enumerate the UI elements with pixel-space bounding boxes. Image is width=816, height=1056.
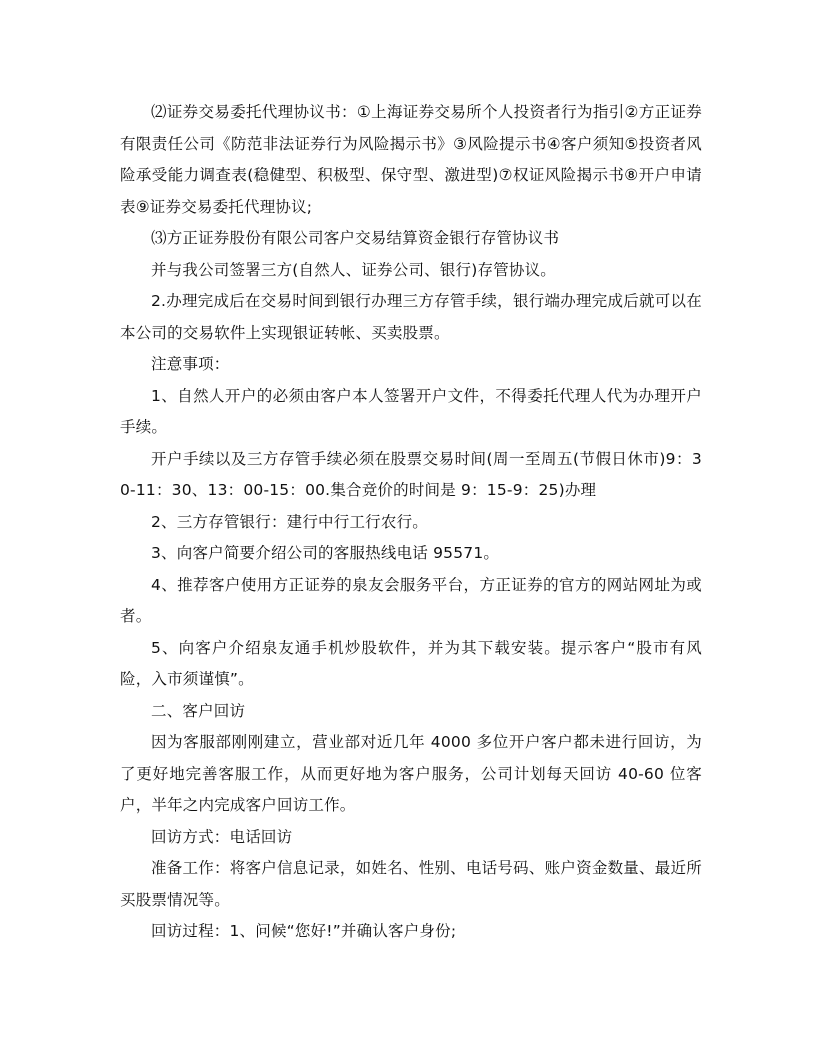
paragraph-visit-background: 因为客服部刚刚建立，营业部对近几年 4000 多位开户客户都未进行回访，为了更好地完善客服工作，从而更好地为客户服务，公司计划每天回访 40-60 位客户，半年之内完成客户回访工作。 (120, 733, 702, 814)
paragraph-note-4: 4、推荐客户使用方正证券的泉友会服务平台，方正证券的官方的网站网址为或者。 (120, 575, 702, 625)
paragraph-agreement-list: ⑵证券交易委托代理协议书：①上海证券交易所个人投资者行为指引②方正证券有限责任公司《防范非法证券行为风险揭示书》③风险提示书④客户须知⑤投资者风险承受能力调查表(稳健型、积极型、保守型、激进型)⑦权证风险揭示书⑧开户申请表⑨证券交易委托代理协议; (120, 103, 702, 216)
paragraph-note-3: 3、向客户简要介绍公司的客服热线电话 95571。 (151, 544, 500, 562)
paragraph-bank-custody-procedure: 2.办理完成后在交易时间到银行办理三方存管手续，银行端办理完成后就可以在本公司的交易软件上实现银证转帐、买卖股票。 (120, 292, 702, 342)
paragraph-note-5: 5、向客户介绍泉友通手机炒股软件，并为其下载安装。提示客户“股市有风险，入市须谨慎”。 (120, 638, 702, 688)
paragraph-tripartite-agreement: 并与我公司签署三方(自然人、证券公司、银行)存管协议。 (151, 260, 556, 279)
paragraph-note-2: 2、三方存管银行：建行中行工行农行。 (151, 512, 428, 531)
document-body (120, 97, 702, 948)
section-heading-customer-visit: 二、客户回访 (151, 701, 246, 720)
paragraph-visit-method: 回访方式：电话回访 (151, 827, 293, 846)
paragraph-trading-hours: 开户手续以及三方存管手续必须在股票交易时间(周一至周五(节假日休市)9：30-11：30、13：00-15：00.集合竞价的时间是 9：15-9：25)办理 (120, 449, 702, 499)
paragraph-custody-agreement: ⑶方正证券股份有限公司客户交易结算资金银行存管协议书 (151, 229, 560, 247)
paragraph-visit-preparation: 准备工作：将客户信息记录，如姓名、性别、电话号码、账户资金数量、最近所买股票情况等。 (120, 859, 702, 909)
paragraph-note-1: 1、自然人开户的必须由客户本人签署开户文件，不得委托代理人代为办理开户手续。 (120, 386, 702, 436)
paragraph-notes-heading: 注意事项： (151, 355, 230, 373)
paragraph-visit-process: 回访过程：1、问候“您好!”并确认客户身份; (151, 922, 457, 940)
